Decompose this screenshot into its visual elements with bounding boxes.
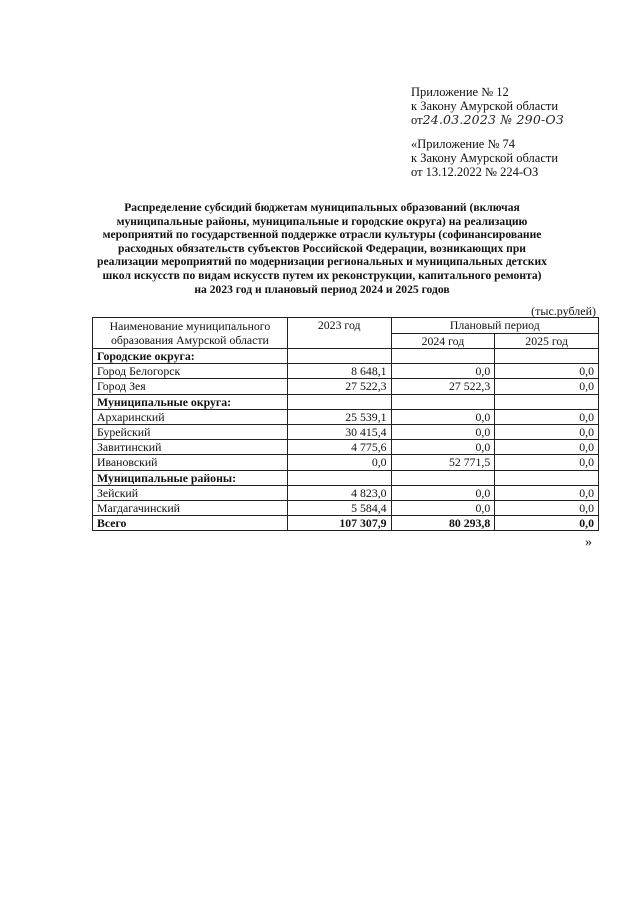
- table-row: [93, 409, 599, 424]
- row-2025: 0,0: [495, 440, 599, 455]
- row-2025: 0,0: [495, 500, 599, 515]
- previous-appendix-number: «Приложение № 74: [411, 137, 516, 151]
- section-row: [93, 349, 599, 364]
- title-line: муниципальные районы, муниципальные и городские округа) на реализацию: [116, 214, 528, 228]
- empty-cell: [391, 470, 495, 485]
- table-header-row: [93, 318, 599, 334]
- table-row: [93, 440, 599, 455]
- table-row: [93, 379, 599, 394]
- appendix-date-line: [411, 113, 564, 127]
- section-title: Городские округа:: [93, 349, 288, 364]
- header-2025: 2025 год: [495, 333, 599, 349]
- title-line: на 2023 год и плановый период 2024 и 2025 годов: [194, 282, 450, 296]
- row-name: Магдагачинский: [93, 500, 288, 515]
- table-row: [93, 455, 599, 470]
- row-2025: 0,0: [495, 379, 599, 394]
- row-name: Зейский: [93, 485, 288, 500]
- title-line: школ искусств по видам искусств путем их реконструкции, капитального ремонта): [102, 268, 542, 282]
- appendix-date-prefix: от: [411, 113, 423, 127]
- previous-appendix-block: [411, 137, 558, 179]
- handwritten-date: 24.03.2023 № 290-ОЗ: [422, 112, 564, 127]
- previous-appendix-date: от 13.12.2022 № 224-ОЗ: [411, 165, 539, 179]
- total-row: [93, 516, 599, 531]
- empty-cell: [287, 470, 391, 485]
- header-municipality-line1: Наименование муниципального: [109, 319, 271, 333]
- row-2023: 27 522,3: [287, 379, 391, 394]
- row-2024: 0,0: [391, 409, 495, 424]
- closing-quote-mark: »: [585, 535, 592, 550]
- empty-cell: [495, 470, 599, 485]
- row-name: Город Зея: [93, 379, 288, 394]
- empty-cell: [287, 394, 391, 409]
- appendix-law: к Закону Амурской области: [411, 99, 559, 113]
- row-2025: 0,0: [495, 485, 599, 500]
- row-2025: 0,0: [495, 364, 599, 379]
- header-municipality: [93, 318, 288, 349]
- row-2024: 52 771,5: [391, 455, 495, 470]
- row-name: Ивановский: [93, 455, 288, 470]
- row-2024: 0,0: [391, 424, 495, 439]
- section-title: Муниципальные округа:: [93, 394, 288, 409]
- row-2024: 0,0: [391, 440, 495, 455]
- row-2023: 30 415,4: [287, 424, 391, 439]
- row-name: Архаринский: [93, 409, 288, 424]
- title-line: реализации мероприятий по модернизации региональных и муниципальных детских: [97, 255, 547, 269]
- row-2024: 0,0: [391, 500, 495, 515]
- row-2023: 0,0: [287, 455, 391, 470]
- row-2025: 0,0: [495, 455, 599, 470]
- section-row: [93, 394, 599, 409]
- total-2023: 107 307,9: [287, 516, 391, 531]
- total-2024: 80 293,8: [391, 516, 495, 531]
- subsidy-table: [92, 317, 599, 531]
- empty-cell: [495, 394, 599, 409]
- row-2023: 4 775,6: [287, 440, 391, 455]
- row-name: Город Белогорск: [93, 364, 288, 379]
- appendix-block: [411, 85, 564, 127]
- row-2023: 4 823,0: [287, 485, 391, 500]
- table-row: [93, 485, 599, 500]
- total-name: Всего: [93, 516, 288, 531]
- document-title: [80, 201, 564, 296]
- title-line: мероприятий по государственной поддержке отрасли культуры (софинансирование: [102, 228, 542, 242]
- empty-cell: [287, 349, 391, 364]
- row-name: Завитинский: [93, 440, 288, 455]
- row-2023: 8 648,1: [287, 364, 391, 379]
- row-2024: 0,0: [391, 364, 495, 379]
- total-2025: 0,0: [495, 516, 599, 531]
- table-row: [93, 364, 599, 379]
- table-row: [93, 424, 599, 439]
- header-2024: 2024 год: [391, 333, 495, 349]
- row-2023: 5 584,4: [287, 500, 391, 515]
- row-2024: 0,0: [391, 485, 495, 500]
- previous-appendix-law: к Закону Амурской области: [411, 151, 559, 165]
- table-row: [93, 500, 599, 515]
- row-2025: 0,0: [495, 409, 599, 424]
- row-2025: 0,0: [495, 424, 599, 439]
- section-row: [93, 470, 599, 485]
- empty-cell: [391, 349, 495, 364]
- unit-label: (тыс.рублей): [531, 304, 596, 318]
- appendix-number: Приложение № 12: [411, 85, 509, 99]
- empty-cell: [391, 394, 495, 409]
- title-line: расходных обязательств субъектов Российской Федерации, возникающих при: [118, 241, 526, 255]
- row-name: Бурейский: [93, 424, 288, 439]
- title-line: Распределение субсидий бюджетам муниципальных образований (включая: [124, 201, 520, 214]
- empty-cell: [495, 349, 599, 364]
- row-2023: 25 539,1: [287, 409, 391, 424]
- row-2024: 27 522,3: [391, 379, 495, 394]
- header-municipality-line2: образования Амурской области: [110, 333, 269, 347]
- header-2023: 2023 год: [287, 318, 391, 349]
- header-plan-period: Плановый период: [391, 318, 598, 334]
- section-title: Муниципальные районы:: [93, 470, 288, 485]
